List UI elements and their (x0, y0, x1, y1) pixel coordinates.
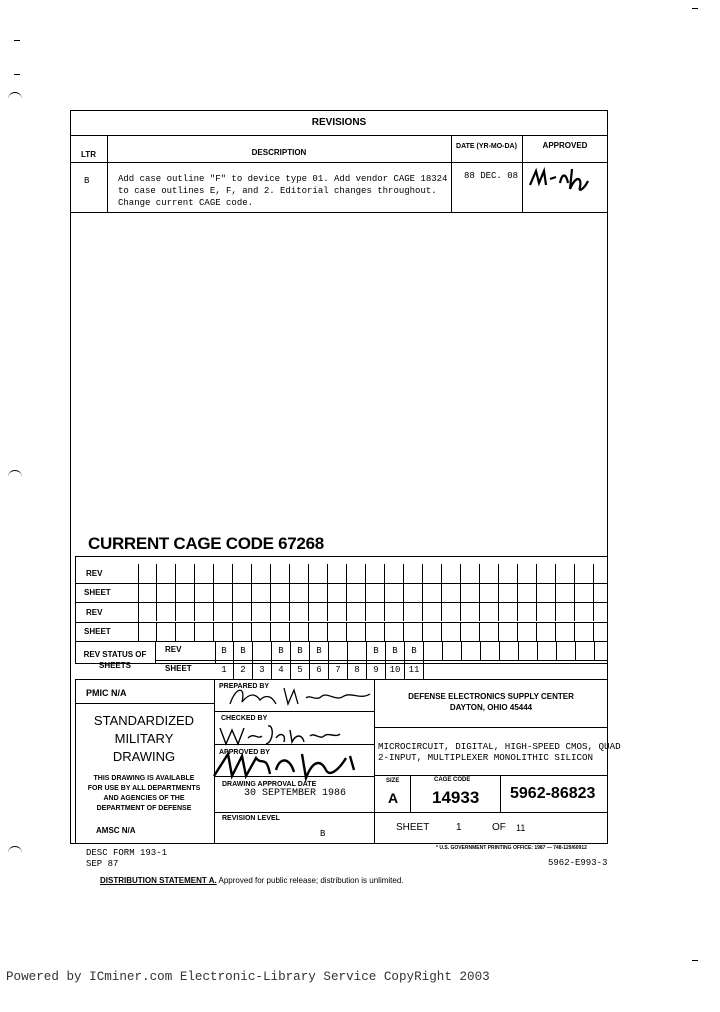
ltr-header: LTR (81, 150, 96, 159)
of-total: 11 (516, 823, 526, 833)
revision-description (118, 173, 447, 209)
sheet-cell: 1 (215, 660, 234, 679)
sheet-number-values (215, 660, 424, 679)
rev-label: REV (86, 608, 103, 617)
approval-signature-icon (526, 163, 592, 195)
rev-status-sheet-label: SHEET (165, 664, 192, 673)
description-line: to case outlines E, F, and 2. Editorial changes throughout. (118, 186, 437, 196)
rev-cell: B (405, 641, 424, 660)
scan-mark (692, 960, 698, 961)
sheet-label: SHEET (396, 822, 430, 833)
checked-signature-icon (214, 720, 344, 748)
cage-code-label: CAGE CODE (434, 777, 471, 783)
approval-date: 30 SEPTEMBER 1986 (244, 788, 347, 799)
prepared-signature-icon (226, 684, 374, 710)
drawing-title-line: 2-INPUT, MULTIPLEXER MONOLITHIC SILICON (378, 752, 594, 763)
distribution-text: Approved for public release; distribution is unlimited. (218, 876, 404, 885)
distribution-statement (100, 876, 404, 885)
availability-statement (78, 774, 210, 814)
pmic: PMIC N/A (86, 688, 127, 698)
sheet-label: SHEET (84, 627, 111, 636)
form-number (86, 848, 167, 870)
sheet-cell: 4 (272, 660, 291, 679)
revision-level-label: REVISION LEVEL (222, 815, 280, 822)
scan-mark (692, 8, 698, 9)
grid-row-sheet-2 (138, 622, 594, 641)
rev-cell: B (367, 641, 386, 660)
form-line: DESC FORM 193-1 (86, 848, 168, 858)
agency-block (374, 691, 608, 713)
rev-cell: B (310, 641, 329, 660)
sheet-cell: 5 (291, 660, 310, 679)
sheet-cell: 3 (253, 660, 272, 679)
approved-signature-icon (210, 748, 360, 782)
revision-date: 88 DEC. 08 (464, 171, 519, 181)
description-line: Change current CAGE code. (118, 198, 254, 208)
rev-status-values (215, 641, 595, 660)
rev-cell (253, 641, 272, 660)
sheet-cell: 11 (405, 660, 424, 679)
sheet-label: SHEET (84, 588, 111, 597)
rev-label: REV (86, 569, 103, 578)
rev-cell (329, 641, 348, 660)
size-label: SIZE (386, 778, 400, 784)
sheet-cell: 10 (386, 660, 405, 679)
sheet-value: 1 (456, 822, 462, 833)
description-line: Add case outline "F" to device type 01. Add vendor CAGE 18324 (118, 174, 448, 184)
availability-line: THIS DRAWING IS AVAILABLE (93, 775, 195, 782)
std-title-line: DRAWING (112, 749, 176, 764)
description-header: DESCRIPTION (251, 148, 307, 157)
rev-cell: B (291, 641, 310, 660)
scan-mark (8, 470, 22, 477)
date-header: DATE (YR-MO-DA) (456, 143, 517, 150)
drawing-title (378, 741, 621, 763)
availability-line: FOR USE BY ALL DEPARTMENTS (87, 785, 201, 792)
sheet-cell: 7 (329, 660, 348, 679)
drawing-number: 5962-86823 (510, 785, 596, 802)
grid-row-rev-2 (138, 602, 594, 621)
size-value: A (388, 790, 399, 806)
approved-by-label: APPROVED BY (219, 749, 270, 756)
scan-mark (8, 92, 22, 99)
grid-row-rev-1 (138, 564, 594, 583)
scan-mark (14, 40, 20, 41)
rev-cell (348, 641, 367, 660)
rev-status-label: REV STATUS OF SHEETS (83, 650, 147, 670)
availability-line: DEPARTMENT OF DEFENSE (96, 805, 192, 812)
rev-cell: B (234, 641, 253, 660)
revisions-title: REVISIONS (311, 117, 367, 128)
prepared-by-label: PREPARED BY (219, 683, 270, 690)
scan-mark (8, 846, 22, 853)
sheet-cell: 8 (348, 660, 367, 679)
current-cage-code: CURRENT CAGE CODE 67268 (88, 534, 324, 553)
sheet-cell: 6 (310, 660, 329, 679)
doc-number: 5962-E993-3 (548, 858, 608, 868)
rev-cell: B (215, 641, 234, 660)
amsc: AMSC N/A (96, 826, 136, 835)
rev-status-rev-label: REV (165, 645, 182, 654)
approval-date-label: DRAWING APPROVAL DATE (222, 781, 317, 788)
std-title-line: MILITARY (114, 731, 174, 746)
standardized-military-drawing (78, 712, 210, 766)
gpo-notice: * U.S. GOVERNMENT PRINTING OFFICE: 1987 — 748-129/60912 (436, 845, 587, 851)
checked-by-label: CHECKED BY (221, 715, 268, 722)
cage-code-value: 14933 (432, 788, 480, 807)
std-title-line: STANDARDIZED (93, 713, 195, 728)
revision-ltr: B (84, 176, 90, 186)
drawing-title-line: MICROCIRCUIT, DIGITAL, HIGH-SPEED CMOS, QUAD (378, 741, 621, 752)
rev-cell: B (272, 641, 291, 660)
agency-line: DAYTON, OHIO 45444 (449, 703, 533, 712)
powered-by-footer: Powered by ICminer.com Electronic-Library Service CopyRight 2003 (6, 970, 490, 984)
availability-line: AND AGENCIES OF THE (103, 795, 185, 802)
revision-level: B (320, 829, 326, 839)
rev-cell: B (386, 641, 405, 660)
grid-row-sheet-1 (138, 583, 594, 602)
scan-mark (14, 74, 20, 75)
of-label: OF (492, 822, 506, 833)
agency-line: DEFENSE ELECTRONICS SUPPLY CENTER (408, 692, 574, 701)
approved-header: APPROVED (542, 141, 588, 150)
sheet-cell: 9 (367, 660, 386, 679)
form-date-line: SEP 87 (86, 859, 119, 869)
sheet-cell: 2 (234, 660, 253, 679)
distribution-label: DISTRIBUTION STATEMENT A. (100, 876, 217, 885)
